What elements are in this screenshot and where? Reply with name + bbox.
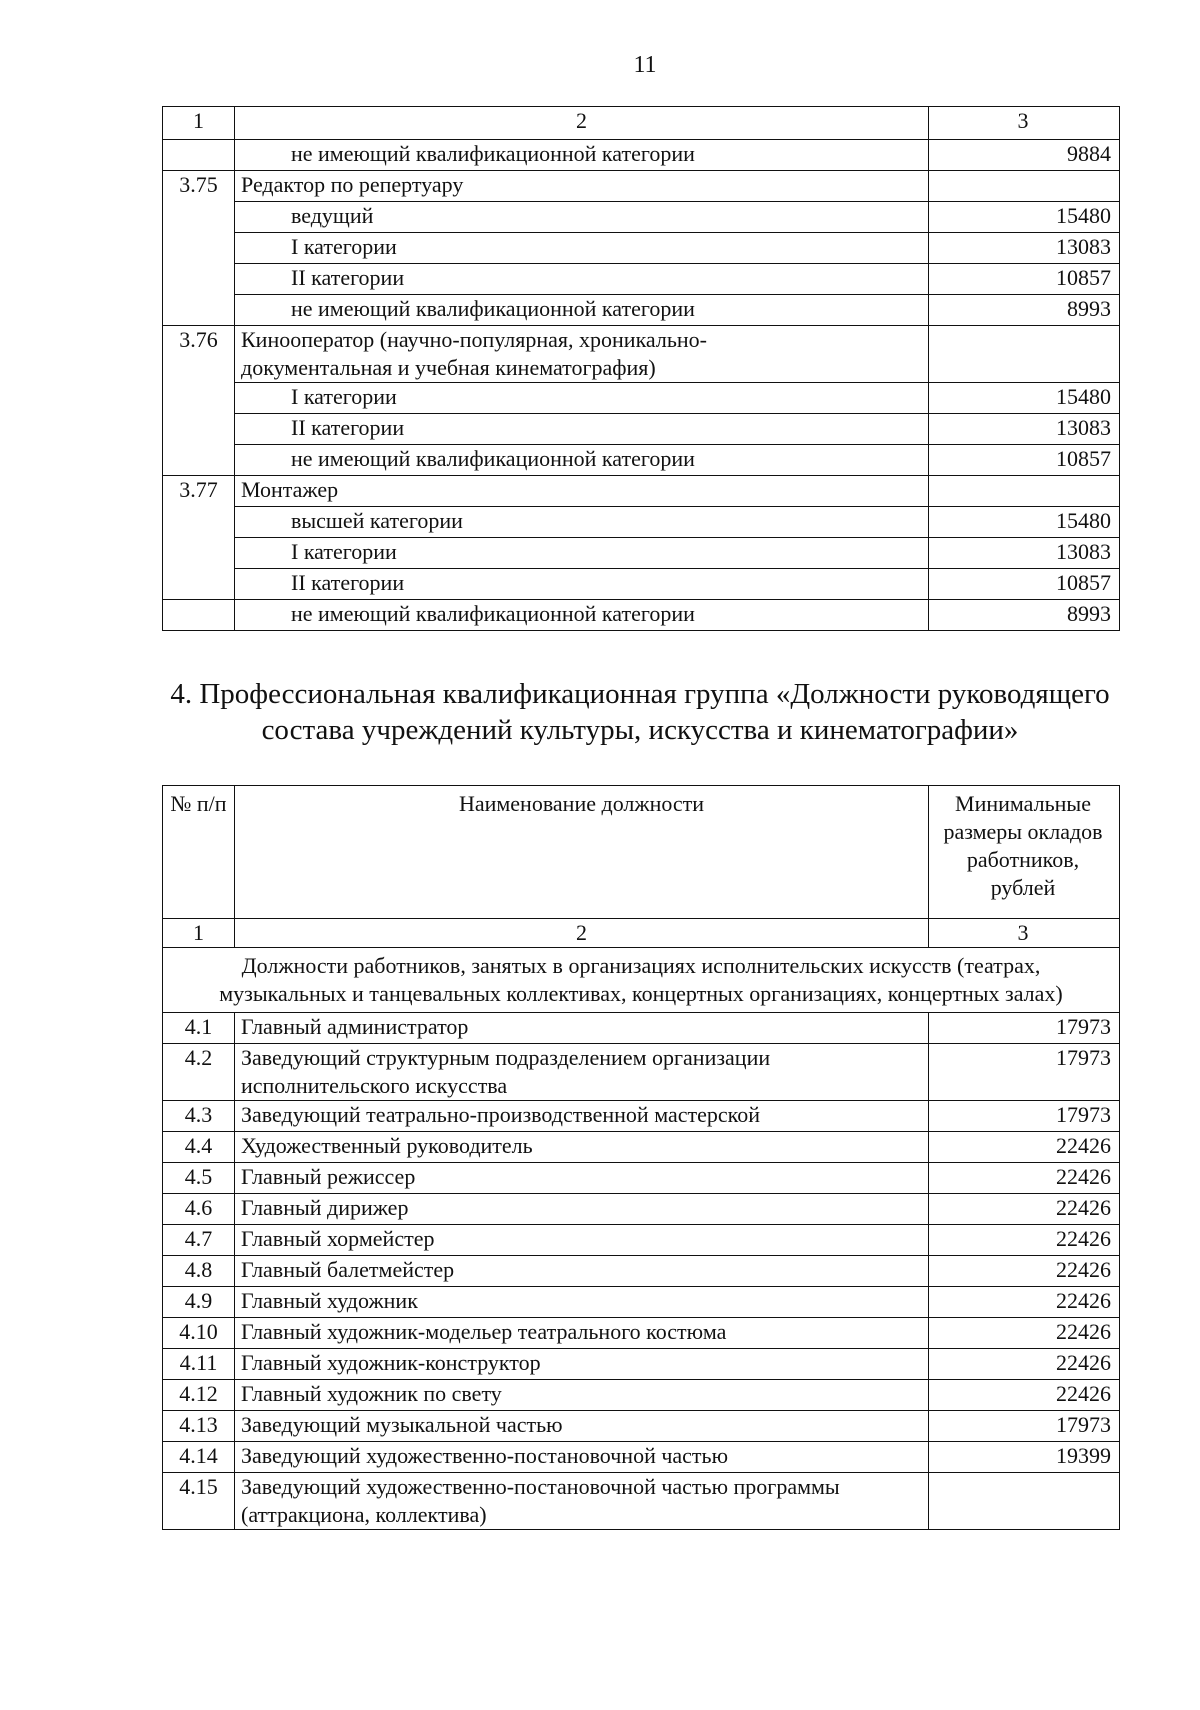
position-name: I категории — [235, 383, 929, 414]
position-name: Главный художник — [235, 1287, 929, 1318]
table-row — [163, 569, 1120, 600]
position-name: высшей категории — [235, 507, 929, 538]
position-name: Главный художник-модельер театрального костюма — [235, 1318, 929, 1349]
table-row — [163, 171, 1120, 202]
header-number: № п/п — [163, 786, 235, 919]
salary-value: 13083 — [929, 414, 1120, 445]
table-row — [163, 1380, 1120, 1411]
row-number: 3.75 — [163, 171, 235, 202]
row-number: 4.8 — [163, 1256, 235, 1287]
salary-value: 15480 — [929, 507, 1120, 538]
table-row — [163, 1473, 1120, 1530]
page-number: 11 — [633, 52, 657, 78]
row-number: 4.4 — [163, 1132, 235, 1163]
table-row — [163, 538, 1120, 569]
section-title: 4. Профессиональная квалификационная группа «Должности руководящего состава учреждений культуры, искусства и кинематографии» — [170, 678, 1110, 746]
table-row — [163, 1225, 1120, 1256]
table-row — [163, 414, 1120, 445]
row-number — [163, 140, 235, 171]
position-name: Редактор по репертуару — [235, 171, 929, 202]
row-number — [163, 414, 235, 445]
table-header-row — [163, 107, 1120, 140]
salary-value: 10857 — [929, 264, 1120, 295]
row-number — [163, 264, 235, 295]
salary-value: 13083 — [929, 538, 1120, 569]
salary-value: 10857 — [929, 569, 1120, 600]
row-number — [163, 445, 235, 476]
header-salary: Минимальные размеры окладов работников, рублей — [929, 786, 1120, 919]
position-name: Главный художник по свету — [235, 1380, 929, 1411]
row-number — [163, 569, 235, 600]
position-name: Заведующий художественно-постановочной частью программы (аттракциона, коллектива) — [235, 1473, 929, 1530]
row-number: 4.14 — [163, 1442, 235, 1473]
position-name: II категории — [235, 569, 929, 600]
salary-value — [929, 326, 1120, 383]
table-row — [163, 476, 1120, 507]
position-name: Монтажер — [235, 476, 929, 507]
row-number: 4.3 — [163, 1101, 235, 1132]
table-row — [163, 1256, 1120, 1287]
table-row — [163, 264, 1120, 295]
salary-value: 22426 — [929, 1287, 1120, 1318]
group-title-row — [163, 948, 1120, 1013]
table-row — [163, 326, 1120, 383]
salary-value — [929, 476, 1120, 507]
position-name: Заведующий музыкальной частью — [235, 1411, 929, 1442]
row-number: 4.1 — [163, 1013, 235, 1044]
column-number-1: 1 — [163, 107, 235, 140]
row-number: 4.11 — [163, 1349, 235, 1380]
salary-value: 19399 — [929, 1442, 1120, 1473]
table-row — [163, 233, 1120, 264]
row-number: 4.13 — [163, 1411, 235, 1442]
row-number: 3.76 — [163, 326, 235, 383]
column-number-2: 2 — [235, 107, 929, 140]
position-name: Главный дирижер — [235, 1194, 929, 1225]
table-row — [163, 1349, 1120, 1380]
position-name: Главный администратор — [235, 1013, 929, 1044]
row-number — [163, 202, 235, 233]
table-row — [163, 295, 1120, 326]
row-number: 4.10 — [163, 1318, 235, 1349]
row-number: 4.5 — [163, 1163, 235, 1194]
position-name: Главный режиссер — [235, 1163, 929, 1194]
row-number: 4.7 — [163, 1225, 235, 1256]
salary-value: 22426 — [929, 1318, 1120, 1349]
column-number-3: 3 — [929, 107, 1120, 140]
table-row — [163, 1044, 1120, 1101]
table-header-row — [163, 786, 1120, 919]
position-name: не имеющий квалификационной категории — [235, 140, 929, 171]
row-number: 4.6 — [163, 1194, 235, 1225]
position-name: II категории — [235, 414, 929, 445]
position-name: Художественный руководитель — [235, 1132, 929, 1163]
salary-value: 22426 — [929, 1256, 1120, 1287]
salary-value: 8993 — [929, 600, 1120, 631]
salary-value — [929, 171, 1120, 202]
table-row — [163, 1101, 1120, 1132]
position-name: Кинооператор (научно-популярная, хроникально-документальная и учебная кинематография) — [235, 326, 929, 383]
salary-table-continued — [162, 106, 1120, 631]
table-row — [163, 1163, 1120, 1194]
salary-table-section-4 — [162, 785, 1120, 1530]
row-number: 4.9 — [163, 1287, 235, 1318]
position-name: I категории — [235, 233, 929, 264]
position-name: не имеющий квалификационной категории — [235, 600, 929, 631]
salary-value: 22426 — [929, 1225, 1120, 1256]
position-name: I категории — [235, 538, 929, 569]
row-number — [163, 233, 235, 264]
salary-value: 15480 — [929, 202, 1120, 233]
position-name: не имеющий квалификационной категории — [235, 445, 929, 476]
table-row — [163, 1013, 1120, 1044]
salary-value: 22426 — [929, 1163, 1120, 1194]
salary-value — [929, 1473, 1120, 1530]
header-position-name: Наименование должности — [235, 786, 929, 919]
row-number: 3.77 — [163, 476, 235, 507]
salary-value: 22426 — [929, 1349, 1120, 1380]
salary-value: 8993 — [929, 295, 1120, 326]
table-row — [163, 1411, 1120, 1442]
table-row — [163, 1194, 1120, 1225]
position-name: не имеющий квалификационной категории — [235, 295, 929, 326]
position-name: Заведующий структурным подразделением организации исполнительского искусства — [235, 1044, 929, 1101]
salary-value: 15480 — [929, 383, 1120, 414]
row-number — [163, 600, 235, 631]
salary-value: 17973 — [929, 1101, 1120, 1132]
row-number — [163, 295, 235, 326]
row-number: 4.2 — [163, 1044, 235, 1101]
table-row — [163, 202, 1120, 233]
salary-value: 9884 — [929, 140, 1120, 171]
salary-value: 10857 — [929, 445, 1120, 476]
column-number-2: 2 — [235, 919, 929, 948]
salary-value: 13083 — [929, 233, 1120, 264]
row-number — [163, 507, 235, 538]
position-name: II категории — [235, 264, 929, 295]
salary-value: 22426 — [929, 1132, 1120, 1163]
table-row — [163, 1132, 1120, 1163]
table-row — [163, 1287, 1120, 1318]
position-name: Главный хормейстер — [235, 1225, 929, 1256]
salary-value: 17973 — [929, 1411, 1120, 1442]
row-number — [163, 383, 235, 414]
column-number-3: 3 — [929, 919, 1120, 948]
column-number-1: 1 — [163, 919, 235, 948]
salary-value: 17973 — [929, 1013, 1120, 1044]
position-name: Главный балетмейстер — [235, 1256, 929, 1287]
table-row — [163, 383, 1120, 414]
row-number: 4.12 — [163, 1380, 235, 1411]
table-row — [163, 1442, 1120, 1473]
table-row — [163, 445, 1120, 476]
table-row — [163, 140, 1120, 171]
salary-value: 22426 — [929, 1380, 1120, 1411]
position-name: ведущий — [235, 202, 929, 233]
group-title: Должности работников, занятых в организациях исполнительских искусств (театрах, музыкальных и танцевальных коллективах, концертных организациях, концертных залах) — [163, 948, 1120, 1013]
table-row — [163, 600, 1120, 631]
salary-value: 17973 — [929, 1044, 1120, 1101]
row-number: 4.15 — [163, 1473, 235, 1530]
position-name: Заведующий театрально-производственной мастерской — [235, 1101, 929, 1132]
table-row — [163, 1318, 1120, 1349]
position-name: Заведующий художественно-постановочной частью — [235, 1442, 929, 1473]
position-name: Главный художник-конструктор — [235, 1349, 929, 1380]
column-numbers-row — [163, 919, 1120, 948]
salary-value: 22426 — [929, 1194, 1120, 1225]
row-number — [163, 538, 235, 569]
table-row — [163, 507, 1120, 538]
